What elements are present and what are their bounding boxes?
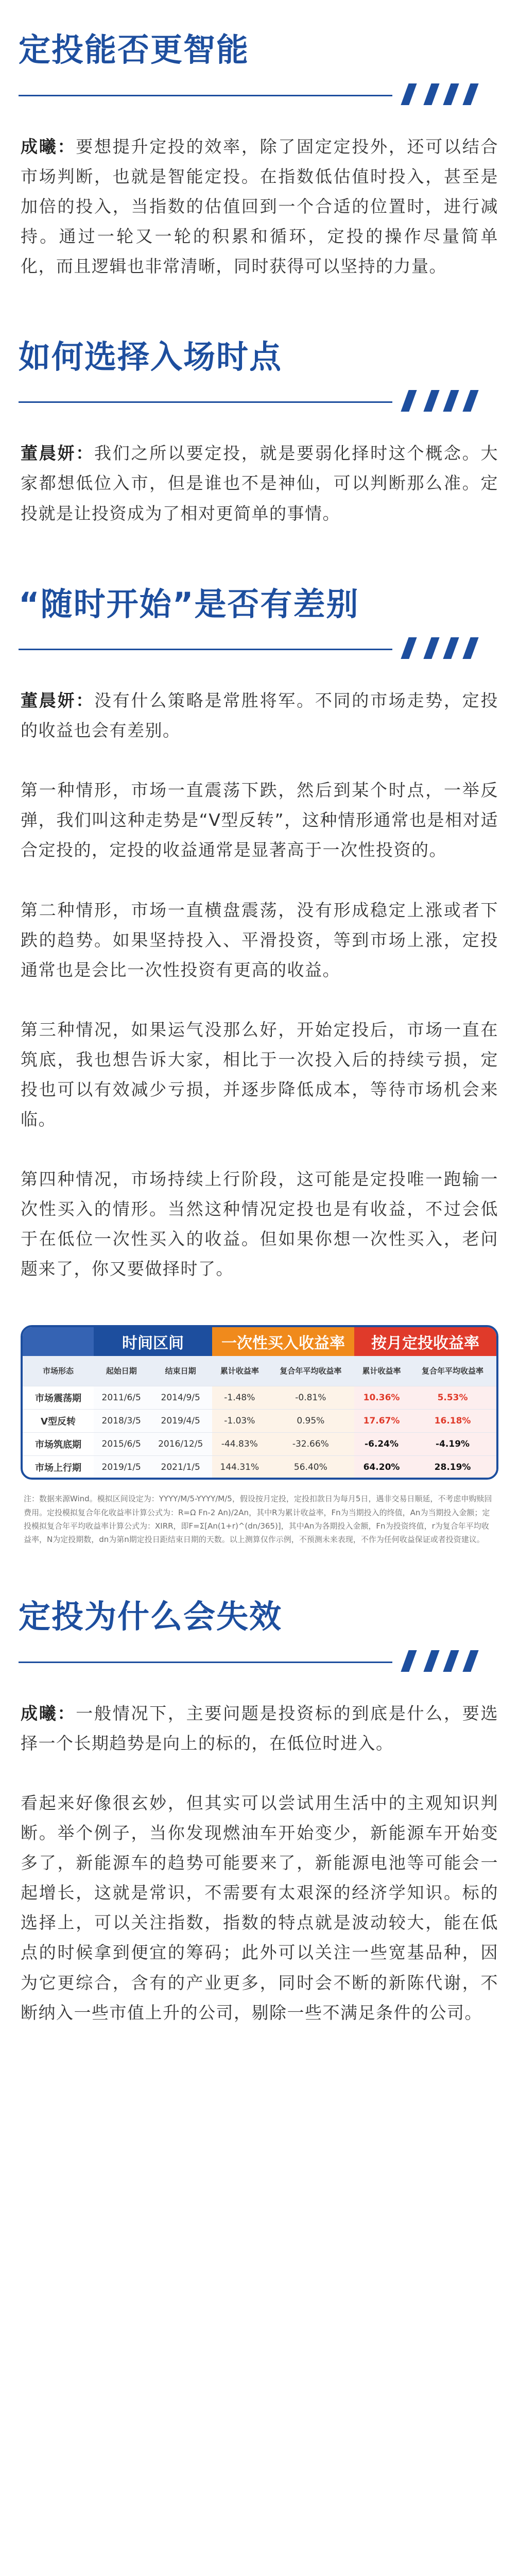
cell-end: 2021/1/5 [149, 1455, 212, 1479]
table-footnote: 注：数据来源Wind。模拟区间设定为：YYYY/M/5-YYYY/M/5，假设按月定投，定投扣款日为每月5日，遇非交易日顺延，不考虑申购赎回费用。定投模拟复合年化收益率计算公式为：R=Ω Fn-2 An)/2An，其中R为累计收益率，Fn为当期投入的终值，An为当期投入金额；定投模拟复合年平均收益率计算公式为：XIRR，即F=Σ[An(1+r)^(dn/365)]，其中An为各期投入金额，Fn为投资终值，r为复合年平均收益率，N为定投期数，dn为第n期定投日距结束日期的天数。以上测算仅作示例，不预测未来表现，不作为任何收益保证或者投资建议。 [24, 1494, 492, 1545]
cell-lump-cagr: 0.95% [267, 1409, 354, 1432]
cell-lump-cum: 144.31% [212, 1455, 267, 1479]
column-header: 累计收益率 [354, 1356, 409, 1386]
cell-lump-cagr: -0.81% [267, 1386, 354, 1409]
cell-start: 2015/6/5 [94, 1432, 149, 1455]
section-smart-dca [0, 0, 519, 281]
paragraph [0, 775, 519, 865]
paragraph-text: 没有什么策略是常胜将军。不同的市场走势，定投的收益也会有差别。 [21, 690, 499, 741]
cell-form: 市场震荡期 [23, 1386, 94, 1409]
cell-form: 市场筑底期 [23, 1432, 94, 1455]
cell-form: V型反转 [23, 1409, 94, 1432]
column-header: 市场形态 [23, 1356, 94, 1386]
paragraph [0, 1015, 519, 1134]
paragraph [0, 686, 519, 745]
column-header: 复合年平均收益率 [267, 1356, 354, 1386]
section-header [0, 1567, 519, 1665]
paragraph [0, 895, 519, 985]
slash-marks-icon [403, 1650, 489, 1671]
cell-lump-cagr: 56.40% [267, 1455, 354, 1479]
table-corner [23, 1327, 94, 1356]
section-divider [19, 637, 500, 652]
cell-dca-cagr: 5.53% [409, 1386, 496, 1409]
cell-dca-cum: 17.67% [354, 1409, 409, 1432]
paragraph-text: 我们之所以要定投，就是要弱化择时这个概念。大家都想低位入市，但是谁也不是神仙，可以判断那么准。定投就是让投资成为了相对更简单的事情。 [21, 443, 499, 523]
cell-lump-cum: -44.83% [212, 1432, 267, 1455]
section-divider [19, 390, 500, 404]
section-entry-timing [0, 307, 519, 529]
paragraph-text: 看起来好像很玄妙，但其实可以尝试用生活中的主观知识判断。举个例子，当你发现燃油车开始变少，新能源车开始变多了，新能源车的趋势可能要来了，新能源电池等可能会一起增长，这就是常识，不需要有太艰深的经济学知识。标的选择上，可以关注指数，指数的特点就是波动较大，能在低点的时候拿到便宜的筹码；此外可以关注一些宽基品种，因为它更综合，含有的产业更多，同时会不断的新陈代谢，不断纳入一些市值上升的公司，剔除一些不满足条件的公司。 [21, 1793, 498, 2023]
cell-dca-cagr: 28.19% [409, 1455, 496, 1479]
column-header: 累计收益率 [212, 1356, 267, 1386]
section-title: 如何选择入场时点 [19, 337, 283, 376]
slash-marks-icon [403, 390, 489, 411]
paragraph-text: 第一种情形，市场一直震荡下跌，然后到某个时点，一举反弹，我们叫这种走势是“V型反转”，这种情形通常也是相对适合定投的，定投的收益通常是显著高于一次性投资的。 [21, 780, 498, 860]
cell-dca-cum: 64.20% [354, 1455, 409, 1479]
returns-table-figure [21, 1325, 498, 1546]
cell-dca-cagr: -4.19% [409, 1432, 496, 1455]
cell-start: 2011/6/5 [94, 1386, 149, 1409]
cell-end: 2014/9/5 [149, 1386, 212, 1409]
column-header: 复合年平均收益率 [409, 1356, 496, 1386]
cell-end: 2019/4/5 [149, 1409, 212, 1432]
group-header-lumpsum: 一次性买入收益率 [212, 1327, 354, 1356]
returns-table [23, 1327, 496, 1479]
paragraph-text: 要想提升定投的效率，除了固定定投外，还可以结合市场判断，也就是智能定投。在指数低估值时投入，甚至是加倍的投入，当指数的估值回到一个合适的位置时，进行减持。通过一轮又一轮的积累和循环，定投的操作尽量简单化，而且逻辑也非常清晰，同时获得可以坚持的力量。 [21, 136, 499, 276]
speaker-name: 董晨妍： [21, 443, 94, 464]
cell-lump-cagr: -32.66% [267, 1432, 354, 1455]
divider-line [19, 95, 392, 96]
paragraph [0, 1164, 519, 1284]
section-title: 定投能否更智能 [19, 31, 250, 69]
group-header-dca: 按月定投收益率 [354, 1327, 496, 1356]
column-header: 起始日期 [94, 1356, 149, 1386]
cell-dca-cum: -6.24% [354, 1432, 409, 1455]
table-row [23, 1455, 496, 1479]
speaker-name: 成曦： [21, 136, 76, 157]
slash-marks-icon [403, 637, 489, 658]
cell-start: 2019/1/5 [94, 1455, 149, 1479]
section-why-dca-fails [0, 1567, 519, 2027]
divider-line [19, 1662, 392, 1663]
section-header [0, 0, 519, 98]
cell-dca-cagr: 16.18% [409, 1409, 496, 1432]
section-title: 定投为什么会失效 [19, 1598, 283, 1636]
paragraph [0, 1788, 519, 2028]
section-header [0, 554, 519, 652]
cell-dca-cum: 10.36% [354, 1386, 409, 1409]
returns-table-card [21, 1325, 498, 1480]
paragraph [0, 438, 519, 528]
paragraph-text: 一般情况下，主要问题是投资标的到底是什么，要选择一个长期趋势是向上的标的，在低位时进入。 [21, 1703, 499, 1753]
paragraph [0, 132, 519, 281]
section-start-anytime [0, 554, 519, 1547]
divider-line [19, 649, 392, 650]
group-header-period: 时间区间 [94, 1327, 212, 1356]
slash-marks-icon [403, 83, 489, 104]
cell-start: 2018/3/5 [94, 1409, 149, 1432]
table-row [23, 1409, 496, 1432]
table-row [23, 1386, 496, 1409]
paragraph-text: 第二种情形，市场一直横盘震荡，没有形成稳定上涨或者下跌的趋势。如果坚持投入、平滑投资，等到市场上涨，定投通常也是会比一次性投资有更高的收益。 [21, 900, 498, 980]
cell-lump-cum: -1.03% [212, 1409, 267, 1432]
section-divider [19, 1650, 500, 1665]
cell-form: 市场上行期 [23, 1455, 94, 1479]
speaker-name: 成曦： [21, 1703, 76, 1723]
section-title: “随时开始”是否有差别 [19, 585, 359, 623]
column-header: 结束日期 [149, 1356, 212, 1386]
cell-end: 2016/12/5 [149, 1432, 212, 1455]
section-header [0, 307, 519, 405]
speaker-name: 董晨妍： [21, 690, 94, 711]
table-row [23, 1432, 496, 1455]
cell-lump-cum: -1.48% [212, 1386, 267, 1409]
divider-line [19, 401, 392, 403]
paragraph-text: 第四种情况，市场持续上行阶段，这可能是定投唯一跑输一次性买入的情形。当然这种情况定投也是有收益，不过会低于在低位一次性买入的收益。但如果你想一次性买入，老问题来了，你又要做择时了。 [21, 1169, 498, 1279]
paragraph [0, 1699, 519, 1758]
section-divider [19, 83, 500, 98]
paragraph-text: 第三种情况，如果运气没那么好，开始定投后，市场一直在筑底，我也想告诉大家，相比于一次投入后的持续亏损，定投也可以有效减少亏损，并逐步降低成本，等待市场机会来临。 [21, 1019, 498, 1129]
